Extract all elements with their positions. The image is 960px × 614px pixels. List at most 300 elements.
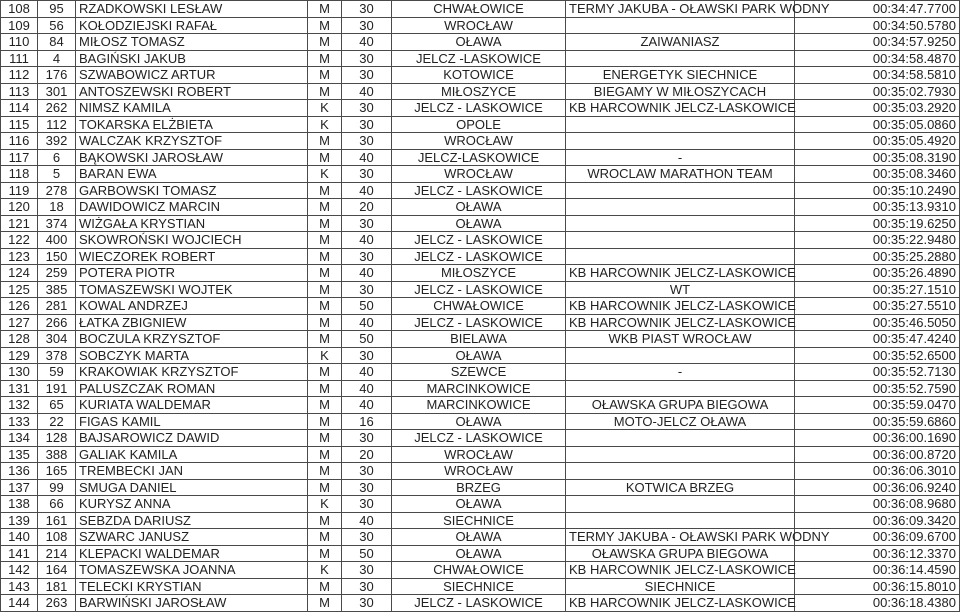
name-cell: SEBZDA DARIUSZ	[76, 512, 308, 529]
bib-cell: 99	[38, 479, 76, 496]
category-cell: 20	[342, 199, 392, 216]
place-cell: 121	[1, 215, 38, 232]
time-cell: 00:35:10.2490	[795, 182, 960, 199]
bib-cell: 262	[38, 100, 76, 117]
category-cell: 30	[342, 595, 392, 612]
place-cell: 118	[1, 166, 38, 183]
time-cell: 00:35:03.2920	[795, 100, 960, 117]
name-cell: WIECZOREK ROBERT	[76, 248, 308, 265]
category-cell: 30	[342, 496, 392, 513]
sex-cell: M	[308, 545, 342, 562]
club-cell: KB HARCOWNIK JELCZ-LASKOWICE	[566, 298, 795, 315]
city-cell: JELCZ-LASKOWICE	[392, 149, 566, 166]
name-cell: KRAKOWIAK KRZYSZTOF	[76, 364, 308, 381]
category-cell: 30	[342, 215, 392, 232]
table-row	[1, 496, 960, 513]
name-cell: KLEPACKI WALDEMAR	[76, 545, 308, 562]
place-cell: 126	[1, 298, 38, 315]
table-row	[1, 512, 960, 529]
category-cell: 40	[342, 314, 392, 331]
bib-cell: 181	[38, 578, 76, 595]
city-cell: OŁAWA	[392, 496, 566, 513]
name-cell: TELECKI KRYSTIAN	[76, 578, 308, 595]
sex-cell: M	[308, 529, 342, 546]
bib-cell: 22	[38, 413, 76, 430]
category-cell: 20	[342, 446, 392, 463]
time-cell: 00:35:02.7930	[795, 83, 960, 100]
club-cell: KB HARCOWNIK JELCZ-LASKOWICE	[566, 562, 795, 579]
bib-cell: 150	[38, 248, 76, 265]
table-row	[1, 34, 960, 51]
name-cell: RZADKOWSKI LESŁAW	[76, 1, 308, 18]
place-cell: 119	[1, 182, 38, 199]
place-cell: 140	[1, 529, 38, 546]
sex-cell: M	[308, 446, 342, 463]
place-cell: 123	[1, 248, 38, 265]
category-cell: 40	[342, 83, 392, 100]
category-cell: 30	[342, 17, 392, 34]
name-cell: BOCZULA KRZYSZTOF	[76, 331, 308, 348]
club-cell	[566, 430, 795, 447]
bib-cell: 301	[38, 83, 76, 100]
name-cell: BARAN EWA	[76, 166, 308, 183]
category-cell: 30	[342, 1, 392, 18]
name-cell: WALCZAK KRZYSZTOF	[76, 133, 308, 150]
time-cell: 00:36:06.3010	[795, 463, 960, 480]
place-cell: 134	[1, 430, 38, 447]
sex-cell: K	[308, 496, 342, 513]
bib-cell: 6	[38, 149, 76, 166]
city-cell: SIECHNICE	[392, 512, 566, 529]
sex-cell: K	[308, 100, 342, 117]
city-cell: OŁAWA	[392, 215, 566, 232]
club-cell	[566, 133, 795, 150]
category-cell: 30	[342, 100, 392, 117]
sex-cell: M	[308, 479, 342, 496]
name-cell: WIŻGAŁA KRYSTIAN	[76, 215, 308, 232]
club-cell	[566, 50, 795, 67]
place-cell: 116	[1, 133, 38, 150]
bib-cell: 18	[38, 199, 76, 216]
name-cell: DAWIDOWICZ MARCIN	[76, 199, 308, 216]
category-cell: 30	[342, 430, 392, 447]
table-row	[1, 578, 960, 595]
time-cell: 00:35:08.3190	[795, 149, 960, 166]
name-cell: PALUSZCZAK ROMAN	[76, 380, 308, 397]
city-cell: KOTOWICE	[392, 67, 566, 84]
table-row	[1, 562, 960, 579]
table-row	[1, 545, 960, 562]
club-cell: SIECHNICE	[566, 578, 795, 595]
name-cell: SOBCZYK MARTA	[76, 347, 308, 364]
category-cell: 50	[342, 298, 392, 315]
club-cell	[566, 232, 795, 249]
table-row	[1, 100, 960, 117]
place-cell: 142	[1, 562, 38, 579]
club-cell: BIEGAMY W MIŁOSZYCACH	[566, 83, 795, 100]
table-row	[1, 347, 960, 364]
city-cell: JELCZ - LASKOWICE	[392, 182, 566, 199]
club-cell	[566, 116, 795, 133]
bib-cell: 56	[38, 17, 76, 34]
name-cell: MIŁOSZ TOMASZ	[76, 34, 308, 51]
time-cell: 00:35:26.4890	[795, 265, 960, 282]
name-cell: FIGAS KAMIL	[76, 413, 308, 430]
place-cell: 132	[1, 397, 38, 414]
club-cell	[566, 512, 795, 529]
time-cell: 00:34:58.4870	[795, 50, 960, 67]
table-row	[1, 182, 960, 199]
time-cell: 00:35:46.5050	[795, 314, 960, 331]
city-cell: CHWAŁOWICE	[392, 298, 566, 315]
club-cell: KB HARCOWNIK JELCZ-LASKOWICE	[566, 265, 795, 282]
category-cell: 30	[342, 463, 392, 480]
name-cell: BAGIŃSKI JAKUB	[76, 50, 308, 67]
time-cell: 00:35:27.5510	[795, 298, 960, 315]
city-cell: OŁAWA	[392, 34, 566, 51]
name-cell: KOŁODZIEJSKI RAFAŁ	[76, 17, 308, 34]
place-cell: 131	[1, 380, 38, 397]
place-cell: 130	[1, 364, 38, 381]
name-cell: KURIATA WALDEMAR	[76, 397, 308, 414]
table-row	[1, 529, 960, 546]
club-cell: OŁAWSKA GRUPA BIEGOWA	[566, 545, 795, 562]
time-cell: 00:34:57.9250	[795, 34, 960, 51]
name-cell: ŁATKA ZBIGNIEW	[76, 314, 308, 331]
name-cell: BAJSAROWICZ DAWID	[76, 430, 308, 447]
time-cell: 00:36:14.4590	[795, 562, 960, 579]
name-cell: SMUGA DANIEL	[76, 479, 308, 496]
place-cell: 128	[1, 331, 38, 348]
place-cell: 122	[1, 232, 38, 249]
club-cell	[566, 446, 795, 463]
time-cell: 00:36:09.6700	[795, 529, 960, 546]
city-cell: OŁAWA	[392, 199, 566, 216]
category-cell: 40	[342, 149, 392, 166]
time-cell: 00:36:15.8010	[795, 578, 960, 595]
city-cell: CHWAŁOWICE	[392, 562, 566, 579]
club-cell	[566, 17, 795, 34]
table-row	[1, 248, 960, 265]
category-cell: 30	[342, 529, 392, 546]
place-cell: 138	[1, 496, 38, 513]
category-cell: 16	[342, 413, 392, 430]
name-cell: TOMASZEWSKA JOANNA	[76, 562, 308, 579]
place-cell: 111	[1, 50, 38, 67]
category-cell: 30	[342, 50, 392, 67]
bib-cell: 266	[38, 314, 76, 331]
bib-cell: 259	[38, 265, 76, 282]
sex-cell: M	[308, 1, 342, 18]
table-row	[1, 166, 960, 183]
name-cell: NIMSZ KAMILA	[76, 100, 308, 117]
place-cell: 133	[1, 413, 38, 430]
bib-cell: 378	[38, 347, 76, 364]
sex-cell: M	[308, 314, 342, 331]
time-cell: 00:35:19.6250	[795, 215, 960, 232]
table-row	[1, 232, 960, 249]
time-cell: 00:36:09.3420	[795, 512, 960, 529]
time-cell: 00:35:52.7130	[795, 364, 960, 381]
time-cell: 00:36:06.9240	[795, 479, 960, 496]
place-cell: 113	[1, 83, 38, 100]
table-row	[1, 149, 960, 166]
name-cell: GALIAK KAMILA	[76, 446, 308, 463]
time-cell: 00:35:47.4240	[795, 331, 960, 348]
bib-cell: 214	[38, 545, 76, 562]
place-cell: 143	[1, 578, 38, 595]
table-row	[1, 331, 960, 348]
name-cell: GARBOWSKI TOMASZ	[76, 182, 308, 199]
category-cell: 50	[342, 545, 392, 562]
sex-cell: M	[308, 413, 342, 430]
club-cell	[566, 182, 795, 199]
sex-cell: M	[308, 83, 342, 100]
place-cell: 125	[1, 281, 38, 298]
results-body	[1, 1, 960, 612]
sex-cell: M	[308, 50, 342, 67]
name-cell: KOWAL ANDRZEJ	[76, 298, 308, 315]
city-cell: BIELAWA	[392, 331, 566, 348]
time-cell: 00:35:59.6860	[795, 413, 960, 430]
sex-cell: M	[308, 34, 342, 51]
place-cell: 109	[1, 17, 38, 34]
club-cell: -	[566, 149, 795, 166]
bib-cell: 388	[38, 446, 76, 463]
place-cell: 141	[1, 545, 38, 562]
city-cell: SZEWCE	[392, 364, 566, 381]
place-cell: 127	[1, 314, 38, 331]
city-cell: WROCŁAW	[392, 133, 566, 150]
name-cell: SKOWROŃSKI WOJCIECH	[76, 232, 308, 249]
club-cell: KB HARCOWNIK JELCZ-LASKOWICE	[566, 314, 795, 331]
sex-cell: M	[308, 463, 342, 480]
club-cell	[566, 380, 795, 397]
time-cell: 00:34:58.5810	[795, 67, 960, 84]
club-cell: WT	[566, 281, 795, 298]
table-row	[1, 595, 960, 612]
time-cell: 00:36:08.9680	[795, 496, 960, 513]
time-cell: 00:34:47.7700	[795, 1, 960, 18]
bib-cell: 5	[38, 166, 76, 183]
city-cell: OŁAWA	[392, 529, 566, 546]
sex-cell: K	[308, 347, 342, 364]
bib-cell: 65	[38, 397, 76, 414]
table-row	[1, 281, 960, 298]
bib-cell: 59	[38, 364, 76, 381]
bib-cell: 392	[38, 133, 76, 150]
sex-cell: M	[308, 380, 342, 397]
time-cell: 00:35:13.9310	[795, 199, 960, 216]
time-cell: 00:35:05.0860	[795, 116, 960, 133]
bib-cell: 176	[38, 67, 76, 84]
bib-cell: 84	[38, 34, 76, 51]
sex-cell: M	[308, 331, 342, 348]
name-cell: SZWARC JANUSZ	[76, 529, 308, 546]
city-cell: WROCŁAW	[392, 17, 566, 34]
place-cell: 144	[1, 595, 38, 612]
category-cell: 30	[342, 133, 392, 150]
club-cell	[566, 496, 795, 513]
place-cell: 110	[1, 34, 38, 51]
club-cell: MOTO-JELCZ OŁAWA	[566, 413, 795, 430]
place-cell: 108	[1, 1, 38, 18]
time-cell: 00:36:18.4380	[795, 595, 960, 612]
sex-cell: M	[308, 182, 342, 199]
bib-cell: 165	[38, 463, 76, 480]
category-cell: 40	[342, 380, 392, 397]
category-cell: 40	[342, 512, 392, 529]
place-cell: 120	[1, 199, 38, 216]
bib-cell: 161	[38, 512, 76, 529]
name-cell: TOMASZEWSKI WOJTEK	[76, 281, 308, 298]
table-row	[1, 215, 960, 232]
sex-cell: M	[308, 578, 342, 595]
name-cell: SZWABOWICZ ARTUR	[76, 67, 308, 84]
table-row	[1, 133, 960, 150]
club-cell	[566, 199, 795, 216]
city-cell: BRZEG	[392, 479, 566, 496]
name-cell: BARWIŃSKI JAROSŁAW	[76, 595, 308, 612]
table-row	[1, 50, 960, 67]
time-cell: 00:34:50.5780	[795, 17, 960, 34]
name-cell: ANTOSZEWSKI ROBERT	[76, 83, 308, 100]
club-cell	[566, 347, 795, 364]
category-cell: 30	[342, 479, 392, 496]
bib-cell: 108	[38, 529, 76, 546]
bib-cell: 374	[38, 215, 76, 232]
bib-cell: 95	[38, 1, 76, 18]
sex-cell: M	[308, 199, 342, 216]
category-cell: 30	[342, 166, 392, 183]
sex-cell: M	[308, 17, 342, 34]
city-cell: WROCŁAW	[392, 463, 566, 480]
name-cell: KURYSZ ANNA	[76, 496, 308, 513]
city-cell: JELCZ - LASKOWICE	[392, 281, 566, 298]
city-cell: JELCZ - LASKOWICE	[392, 314, 566, 331]
club-cell: -	[566, 364, 795, 381]
place-cell: 114	[1, 100, 38, 117]
sex-cell: M	[308, 364, 342, 381]
time-cell: 00:35:25.2880	[795, 248, 960, 265]
city-cell: WROCŁAW	[392, 166, 566, 183]
name-cell: POTERA PIOTR	[76, 265, 308, 282]
sex-cell: M	[308, 232, 342, 249]
city-cell: MIŁOSZYCE	[392, 265, 566, 282]
time-cell: 00:35:59.0470	[795, 397, 960, 414]
city-cell: OŁAWA	[392, 545, 566, 562]
table-row	[1, 430, 960, 447]
bib-cell: 66	[38, 496, 76, 513]
table-row	[1, 298, 960, 315]
place-cell: 135	[1, 446, 38, 463]
category-cell: 30	[342, 248, 392, 265]
bib-cell: 164	[38, 562, 76, 579]
bib-cell: 278	[38, 182, 76, 199]
table-row	[1, 380, 960, 397]
sex-cell: M	[308, 397, 342, 414]
bib-cell: 400	[38, 232, 76, 249]
sex-cell: M	[308, 595, 342, 612]
club-cell: OŁAWSKA GRUPA BIEGOWA	[566, 397, 795, 414]
city-cell: MIŁOSZYCE	[392, 83, 566, 100]
category-cell: 30	[342, 562, 392, 579]
sex-cell: M	[308, 133, 342, 150]
time-cell: 00:35:27.1510	[795, 281, 960, 298]
time-cell: 00:36:00.8720	[795, 446, 960, 463]
place-cell: 112	[1, 67, 38, 84]
name-cell: TOKARSKA ELŻBIETA	[76, 116, 308, 133]
city-cell: JELCZ - LASKOWICE	[392, 248, 566, 265]
sex-cell: M	[308, 215, 342, 232]
table-row	[1, 17, 960, 34]
table-row	[1, 116, 960, 133]
table-row	[1, 463, 960, 480]
bib-cell: 191	[38, 380, 76, 397]
city-cell: CHWAŁOWICE	[392, 1, 566, 18]
club-cell: KOTWICA BRZEG	[566, 479, 795, 496]
table-row	[1, 1, 960, 18]
sex-cell: M	[308, 430, 342, 447]
category-cell: 30	[342, 578, 392, 595]
bib-cell: 4	[38, 50, 76, 67]
category-cell: 30	[342, 347, 392, 364]
city-cell: OŁAWA	[392, 413, 566, 430]
category-cell: 40	[342, 265, 392, 282]
sex-cell: M	[308, 149, 342, 166]
category-cell: 30	[342, 67, 392, 84]
time-cell: 00:35:52.7590	[795, 380, 960, 397]
table-row	[1, 314, 960, 331]
name-cell: BĄKOWSKI JAROSŁAW	[76, 149, 308, 166]
category-cell: 50	[342, 331, 392, 348]
table-row	[1, 265, 960, 282]
place-cell: 136	[1, 463, 38, 480]
sex-cell: M	[308, 67, 342, 84]
category-cell: 40	[342, 232, 392, 249]
city-cell: JELCZ - LASKOWICE	[392, 232, 566, 249]
bib-cell: 128	[38, 430, 76, 447]
place-cell: 139	[1, 512, 38, 529]
city-cell: JELCZ - LASKOWICE	[392, 595, 566, 612]
sex-cell: M	[308, 298, 342, 315]
sex-cell: M	[308, 248, 342, 265]
place-cell: 129	[1, 347, 38, 364]
table-row	[1, 413, 960, 430]
category-cell: 40	[342, 364, 392, 381]
club-cell: TERMY JAKUBA - OŁAWSKI PARK WODNY	[566, 529, 795, 546]
bib-cell: 385	[38, 281, 76, 298]
place-cell: 115	[1, 116, 38, 133]
table-row	[1, 397, 960, 414]
club-cell: WKB PIAST WROCŁAW	[566, 331, 795, 348]
club-cell: KB HARCOWNIK JELCZ-LASKOWICE	[566, 100, 795, 117]
club-cell: TERMY JAKUBA - OŁAWSKI PARK WODNY	[566, 1, 795, 18]
sex-cell: M	[308, 512, 342, 529]
category-cell: 40	[342, 34, 392, 51]
table-row	[1, 446, 960, 463]
sex-cell: K	[308, 166, 342, 183]
category-cell: 40	[342, 182, 392, 199]
club-cell: WROCLAW MARATHON TEAM	[566, 166, 795, 183]
time-cell: 00:35:52.6500	[795, 347, 960, 364]
sex-cell: M	[308, 265, 342, 282]
club-cell	[566, 248, 795, 265]
place-cell: 137	[1, 479, 38, 496]
place-cell: 117	[1, 149, 38, 166]
table-row	[1, 364, 960, 381]
bib-cell: 112	[38, 116, 76, 133]
